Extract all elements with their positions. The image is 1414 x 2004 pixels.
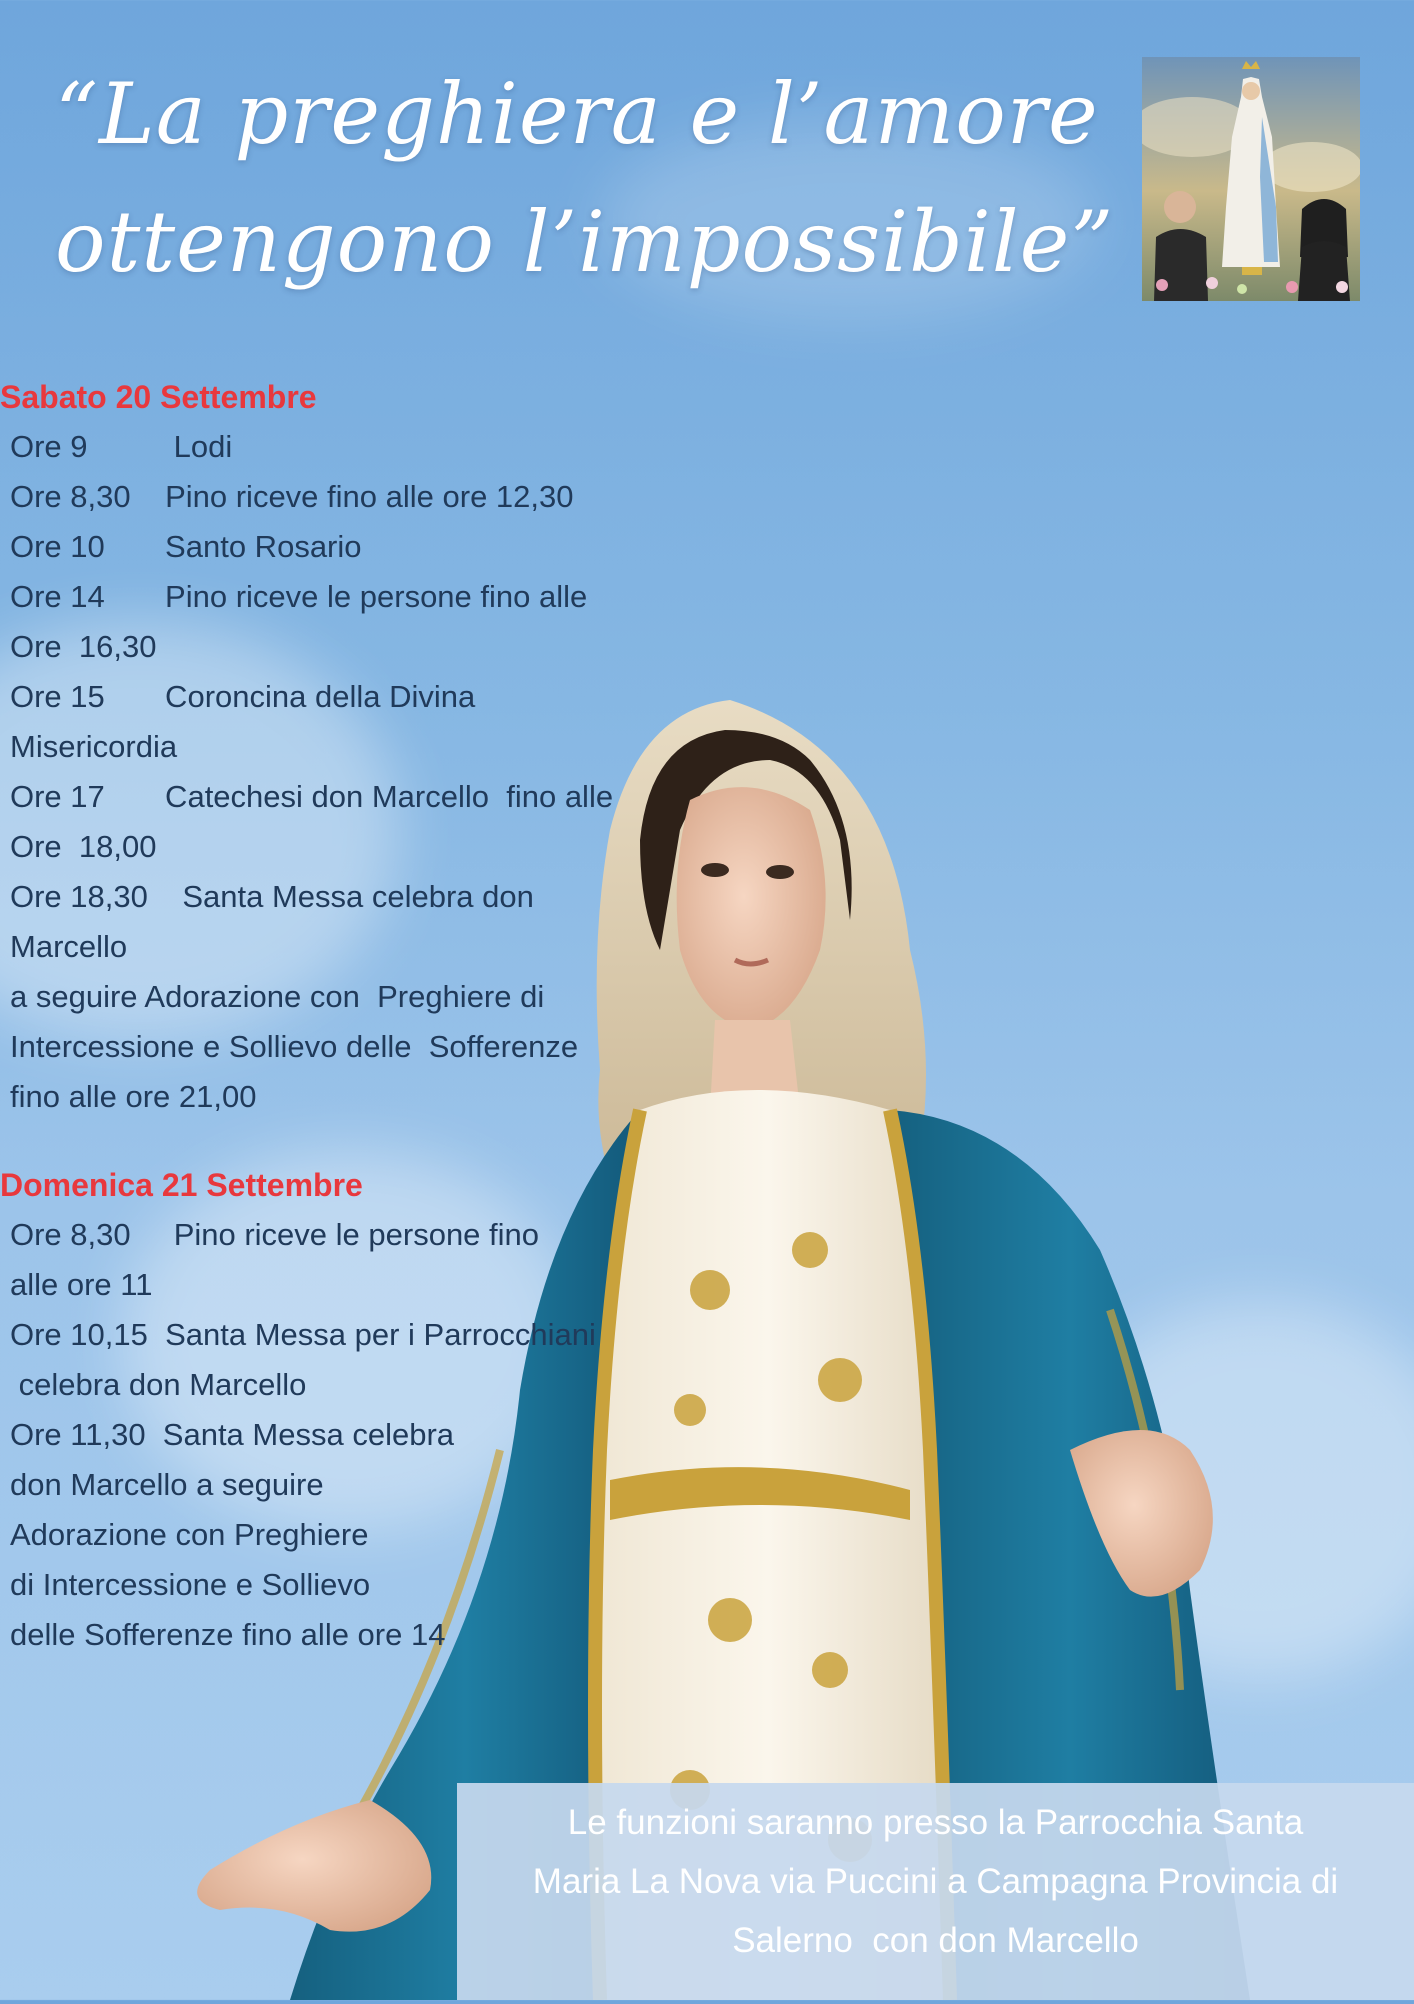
location-line-1: Le funzioni saranno presso la Parrocchia Santa (567, 1803, 1304, 1842)
schedule-line: Ore 9 Lodi (10, 429, 233, 464)
sunday-heading: Domenica 21 Settembre (0, 1167, 363, 1203)
schedule-line: Ore 16,30 (10, 629, 157, 664)
schedule-line: Marcello (10, 929, 128, 964)
location-box (457, 1783, 1414, 2000)
schedule-line: di Intercessione e Sollievo (10, 1567, 371, 1602)
schedule-line: Ore 10 Santo Rosario (10, 529, 362, 564)
schedule-line: don Marcello a seguire (10, 1467, 324, 1502)
schedule-line: Ore 17 Catechesi don Marcello fino alle (10, 779, 614, 814)
schedule-line: Ore 11,30 Santa Messa celebra (10, 1417, 455, 1452)
schedule-line: delle Sofferenze fino alle ore 14 (10, 1617, 446, 1652)
schedule-line: Ore 14 Pino riceve le persone fino alle (10, 579, 588, 614)
quote-title-line-2: ottengono l’impossibile” (55, 193, 1115, 291)
schedule-line: Intercessione e Sollievo delle Sofferenze (10, 1029, 579, 1064)
section-gap (0, 1122, 700, 1160)
location-line-3: Salerno con don Marcello (732, 1921, 1139, 1960)
schedule-line: Misericordia (10, 729, 178, 764)
schedule-line: a seguire Adorazione con Preghiere di (10, 979, 545, 1014)
devotional-image (1142, 57, 1360, 301)
schedule-line: Ore 10,15 Santa Messa per i Parrocchiani (10, 1317, 596, 1352)
schedule-line: fino alle ore 21,00 (10, 1079, 257, 1114)
schedule (0, 372, 700, 1660)
schedule-line: Ore 8,30 Pino riceve fino alle ore 12,30 (10, 479, 574, 514)
quote-title-line-1: “La preghiera e l’amore (55, 65, 1099, 163)
quote-title (55, 50, 1115, 306)
location-line-2: Maria La Nova via Puccini a Campagna Provincia di (532, 1862, 1339, 1901)
schedule-line: alle ore 11 (10, 1267, 153, 1302)
schedule-line: Ore 18,00 (10, 829, 157, 864)
saturday-heading: Sabato 20 Settembre (0, 379, 317, 415)
schedule-line: Ore 8,30 Pino riceve le persone fino (10, 1217, 540, 1252)
schedule-line: celebra don Marcello (10, 1367, 307, 1402)
schedule-line: Adorazione con Preghiere (10, 1517, 369, 1552)
schedule-line: Ore 15 Coroncina della Divina (10, 679, 476, 714)
schedule-line: Ore 18,30 Santa Messa celebra don (10, 879, 534, 914)
